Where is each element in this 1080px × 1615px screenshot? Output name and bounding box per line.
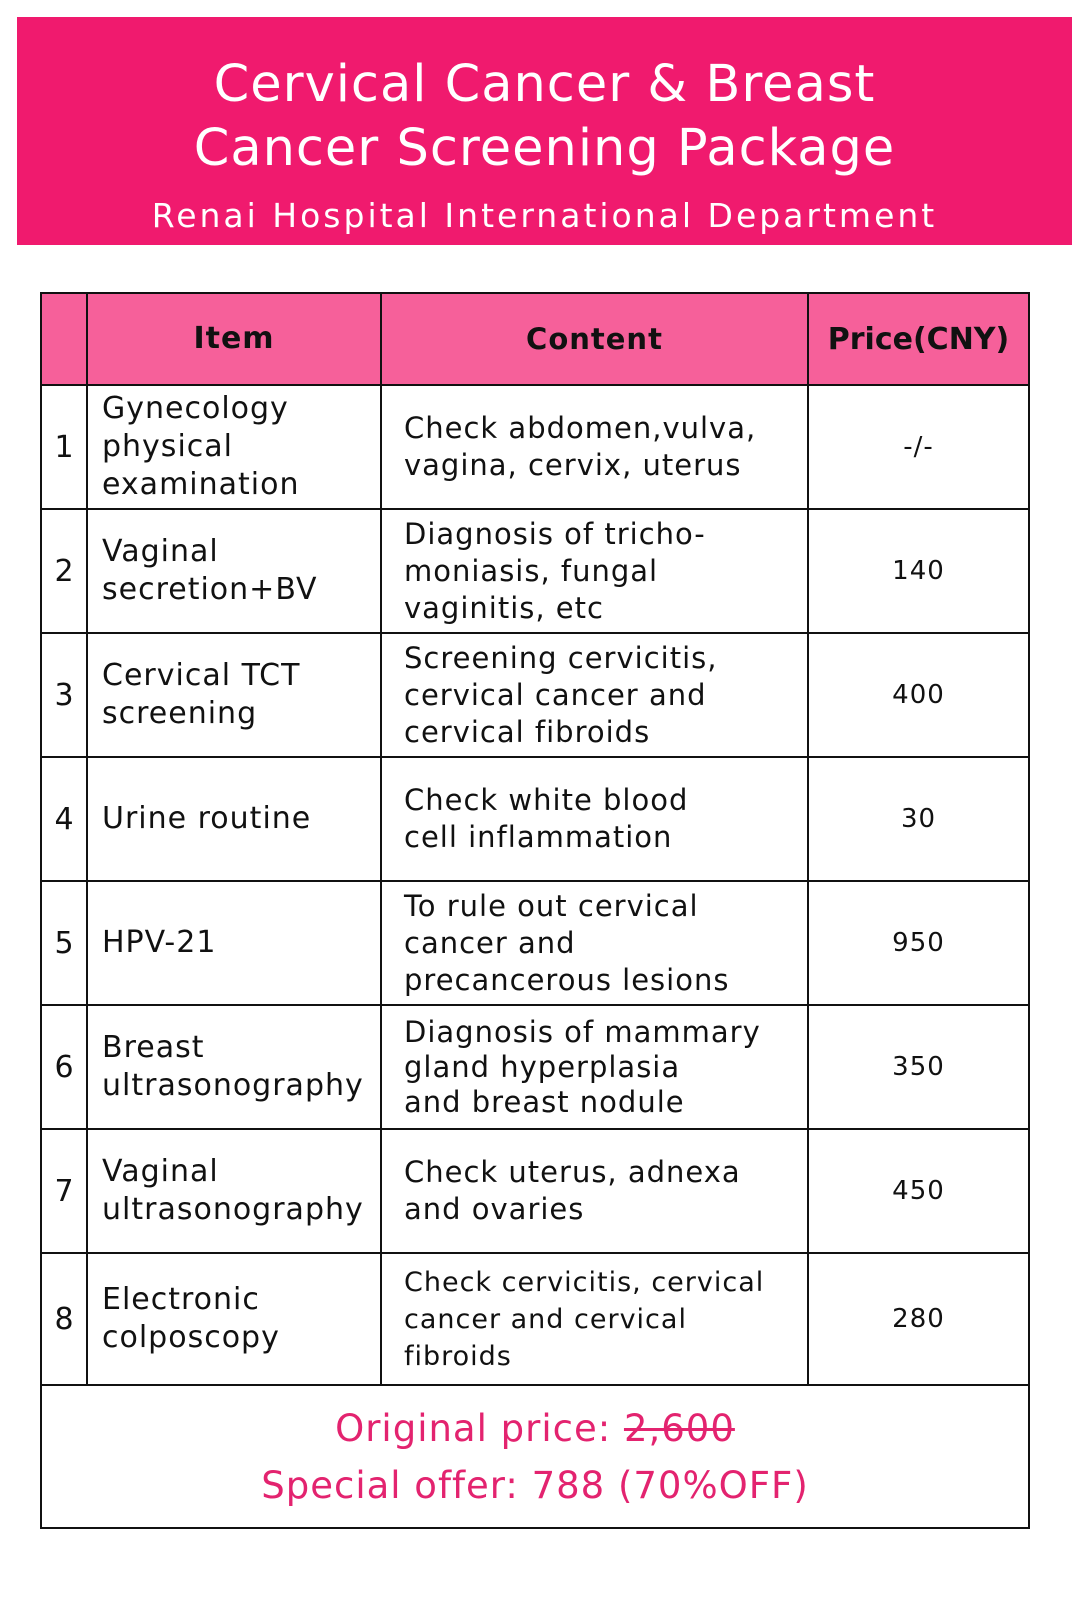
package-title-line-1: Cervical Cancer & Breast xyxy=(213,55,876,114)
row-content: Check white blood cell inflammation xyxy=(381,757,808,881)
row-price: 140 xyxy=(808,509,1029,633)
offer-row xyxy=(41,1385,1029,1528)
price-table-container xyxy=(40,292,1030,1529)
row-price: 350 xyxy=(808,1005,1029,1129)
row-content: Check cervicitis, cervical cancer and cervical fibroids xyxy=(381,1253,808,1385)
row-number: 1 xyxy=(41,385,87,509)
row-number: 4 xyxy=(41,757,87,881)
row-price: 400 xyxy=(808,633,1029,757)
row-item: HPV-21 xyxy=(87,881,381,1005)
row-item: Vaginal secretion+BV xyxy=(87,509,381,633)
row-item: Urine routine xyxy=(87,757,381,881)
row-content: Screening cervicitis, cervical cancer and cervical fibroids xyxy=(381,633,808,757)
offer-cell xyxy=(41,1385,1029,1528)
row-item: Cervical TCT screening xyxy=(87,633,381,757)
row-number: 6 xyxy=(41,1005,87,1129)
row-price: 950 xyxy=(808,881,1029,1005)
special-offer-value: 788 xyxy=(531,1463,606,1507)
row-item: Vaginal ultrasonography xyxy=(87,1129,381,1253)
row-number: 8 xyxy=(41,1253,87,1385)
discount-text: (70%OFF) xyxy=(617,1463,809,1507)
row-item: Breast ultrasonography xyxy=(87,1005,381,1129)
original-price-value: 2,600 xyxy=(623,1406,735,1450)
row-content: To rule out cervical cancer and precancerous lesions xyxy=(381,881,808,1005)
table-row xyxy=(41,757,1029,881)
row-item: Gynecology physical examination xyxy=(87,385,381,509)
special-offer-line xyxy=(42,1457,1028,1514)
table-row xyxy=(41,385,1029,509)
row-content: Diagnosis of mammary gland hyperplasia and breast nodule xyxy=(381,1005,808,1129)
table-row xyxy=(41,1005,1029,1129)
row-content: Check uterus, adnexa and ovaries xyxy=(381,1129,808,1253)
row-price: 450 xyxy=(808,1129,1029,1253)
header-banner xyxy=(17,17,1072,245)
table-row xyxy=(41,1129,1029,1253)
row-number: 2 xyxy=(41,509,87,633)
header-content: Content xyxy=(381,293,808,385)
package-title-line-2: Cancer Screening Package xyxy=(193,119,896,178)
row-item: Electronic colposcopy xyxy=(87,1253,381,1385)
header-number xyxy=(41,293,87,385)
table-row xyxy=(41,633,1029,757)
row-content: Check abdomen,vulva, vagina, cervix, uterus xyxy=(381,385,808,509)
row-content: Diagnosis of tricho- moniasis, fungal vaginitis, etc xyxy=(381,509,808,633)
special-offer-label: Special offer: xyxy=(261,1463,532,1507)
row-price: -/- xyxy=(808,385,1029,509)
original-price-label: Original price: xyxy=(335,1406,624,1450)
row-price: 30 xyxy=(808,757,1029,881)
table-row xyxy=(41,509,1029,633)
price-table xyxy=(40,292,1030,1529)
header-price: Price(CNY) xyxy=(808,293,1029,385)
table-row xyxy=(41,1253,1029,1385)
original-price-line xyxy=(42,1400,1028,1457)
table-row xyxy=(41,881,1029,1005)
table-header-row xyxy=(41,293,1029,385)
row-price: 280 xyxy=(808,1253,1029,1385)
header-item: Item xyxy=(87,293,381,385)
row-number: 5 xyxy=(41,881,87,1005)
row-number: 7 xyxy=(41,1129,87,1253)
hospital-subtitle: Renai Hospital International Department xyxy=(151,196,938,235)
row-number: 3 xyxy=(41,633,87,757)
